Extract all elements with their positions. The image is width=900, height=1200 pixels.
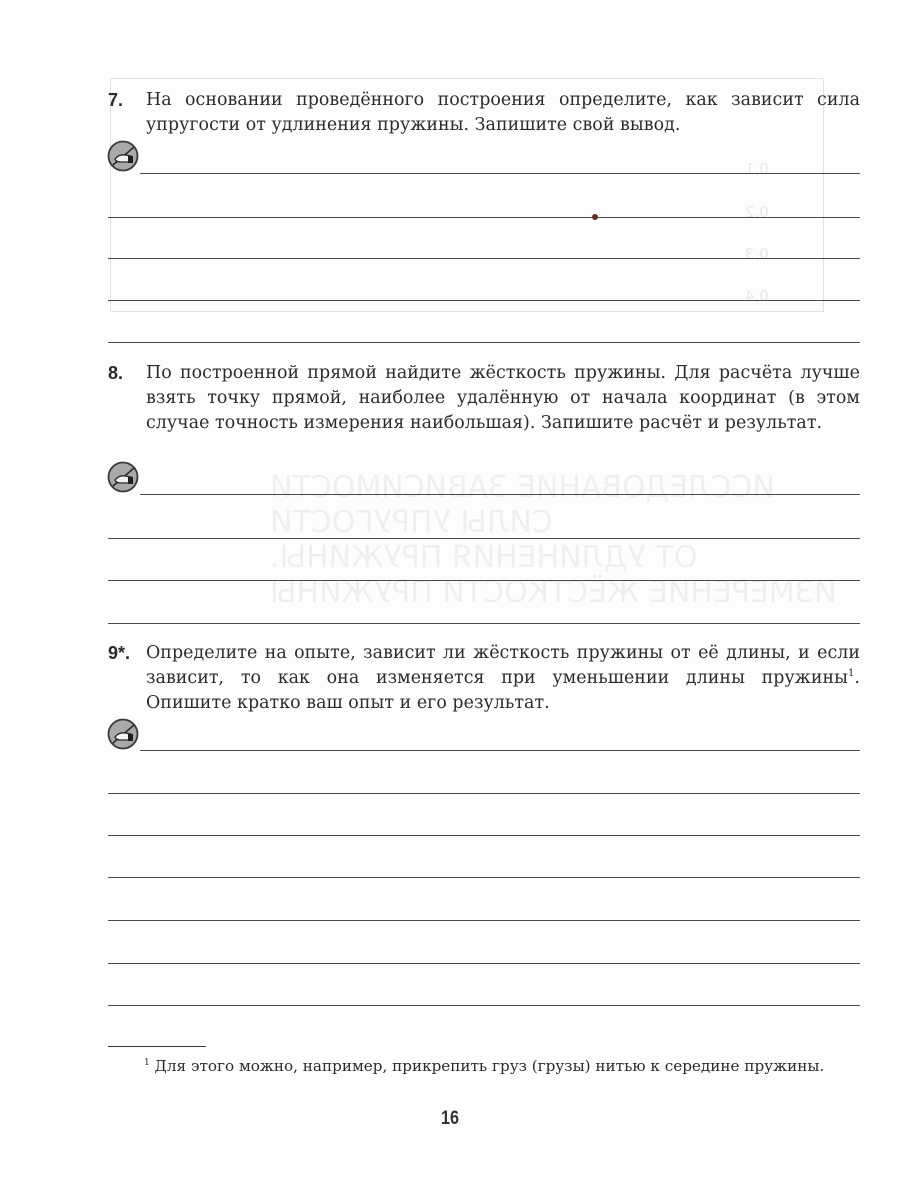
bleed-through-value: 0,1 bbox=[745, 160, 769, 178]
answer-line[interactable] bbox=[108, 877, 860, 878]
task-number: 9*. bbox=[108, 643, 131, 663]
footnote-divider bbox=[108, 1046, 206, 1047]
bleed-through-heading: ИССЛЕДОВАНИЕ ЗАВИСИМОСТИ bbox=[270, 470, 775, 505]
answer-line[interactable] bbox=[108, 793, 860, 794]
answer-line[interactable] bbox=[108, 920, 860, 921]
bleed-through-heading: ОТ УДЛИНЕНИЯ ПРУЖИНЫ. bbox=[270, 540, 698, 575]
footnote-marker: 1 bbox=[144, 1057, 150, 1068]
footnote-text: Для этого можно, например, прикрепить груз (грузы) нитью к середине пружины. bbox=[149, 1057, 825, 1075]
task-text: На основании проведённого построения определите, как зависит сила упругости от удлинения пружины. Запишите свой вывод. bbox=[146, 90, 860, 135]
task-number: 8. bbox=[108, 363, 124, 383]
answer-line[interactable] bbox=[108, 623, 860, 624]
task-text: По построенной прямой найдите жёсткость пружины. Для расчёта лучше взять точку прямой, наиболее удалённую от начала координат (в этом случае точность измерения наибольшая). Запишите расчёт и результат. bbox=[146, 363, 860, 433]
page-number: 16 bbox=[441, 1108, 459, 1129]
bleed-through-heading: ИЗМЕРЕНИЕ ЖЁСТКОСТИ ПРУЖИНЫ bbox=[270, 575, 837, 610]
bleed-through-heading: СИЛЫ УПРУГОСТИ bbox=[270, 505, 553, 540]
answer-line[interactable] bbox=[108, 300, 860, 301]
answer-line[interactable] bbox=[108, 342, 860, 343]
answer-line[interactable] bbox=[108, 217, 860, 218]
pen-writing-icon bbox=[107, 140, 141, 174]
answer-line[interactable] bbox=[108, 835, 860, 836]
task-9 bbox=[108, 641, 860, 716]
task-text-main: Определите на опыте, зависит ли жёсткость пружины от её длины, и если зависит, то как она изменяется при уменьшении длины пружины bbox=[146, 643, 860, 688]
answer-line[interactable] bbox=[108, 538, 860, 539]
task-number: 7. bbox=[108, 90, 124, 110]
task-text-tail: . Опишите кратко ваш опыт и его результат. bbox=[146, 668, 860, 713]
bleed-through-value: 0,4 bbox=[745, 287, 769, 305]
pen-writing-icon bbox=[107, 718, 141, 752]
answer-line[interactable] bbox=[108, 258, 860, 259]
answer-line[interactable] bbox=[140, 494, 860, 495]
bleed-through-value: 0,2 bbox=[745, 203, 769, 221]
answer-line[interactable] bbox=[140, 750, 860, 751]
answer-line[interactable] bbox=[108, 963, 860, 964]
pen-writing-icon bbox=[107, 461, 141, 495]
footnote bbox=[108, 1055, 860, 1077]
task-text bbox=[146, 641, 860, 716]
ink-spot bbox=[592, 214, 598, 220]
task-8 bbox=[108, 361, 860, 436]
answer-line[interactable] bbox=[108, 1005, 860, 1006]
answer-line[interactable] bbox=[140, 173, 860, 174]
answer-line[interactable] bbox=[108, 580, 860, 581]
task-7 bbox=[108, 88, 860, 138]
bleed-through-value: 0,3 bbox=[745, 245, 769, 263]
footnote-reference: 1 bbox=[848, 668, 855, 680]
